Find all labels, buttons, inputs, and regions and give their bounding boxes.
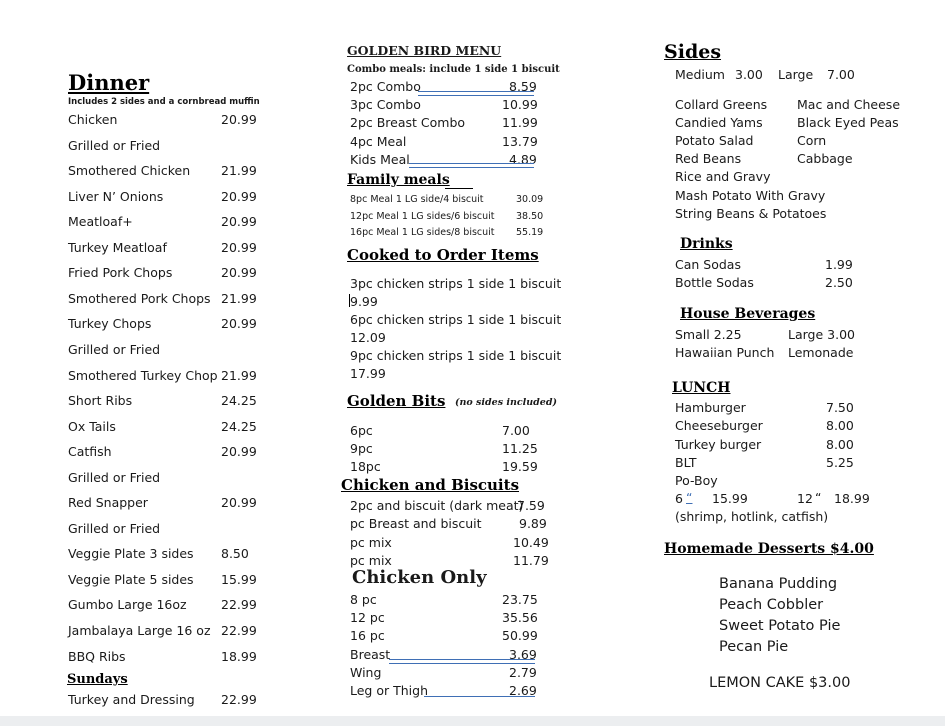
combo-item-name: 3pc Combo — [350, 97, 421, 113]
poboy-label: Po-Boy — [675, 473, 718, 488]
dinner-item-price: 8.50 — [221, 546, 249, 562]
lunch-title: LUNCH — [672, 380, 731, 396]
dinner-item-price: 21.99 — [221, 290, 257, 306]
sundays-item-name: Turkey and Dressing — [68, 692, 195, 707]
dessert-item-name: Peach Cobbler — [719, 597, 824, 613]
dinner-item-name: Liver N’ Onions — [68, 188, 164, 204]
sides-medium-price: 3.00 — [735, 67, 763, 82]
chicken-only-item-name: 16 pc — [350, 628, 385, 644]
side-left-item-name: Mash Potato With Gravy — [675, 187, 826, 203]
poboy-6-inch-mark: “ — [686, 490, 693, 505]
sundays-title: Sundays — [67, 672, 128, 687]
house-beverage-lemonade: Lemonade — [788, 345, 854, 360]
cooked-item-name: 9pc chicken strips 1 side 1 biscuit — [350, 348, 562, 363]
lunch-item-name: Turkey burger — [675, 436, 762, 452]
lunch-item-price: 8.00 — [826, 436, 854, 452]
combo-item-name: 4pc Meal — [350, 133, 407, 149]
breast-leader-line — [389, 659, 535, 664]
poboy-note: (shrimp, hotlink, catfish) — [675, 509, 829, 524]
lemon-cake: LEMON CAKE $3.00 — [709, 675, 851, 691]
family-item-name: 8pc Meal 1 LG side/4 biscuit — [350, 194, 484, 205]
dinner-item-name: Meatloaf+ — [68, 214, 133, 230]
dinner-item-price: 20.99 — [221, 265, 257, 281]
dinner-item-price: 21.99 — [221, 367, 257, 383]
poboy-12-inch-mark: “ — [815, 490, 822, 505]
biscuits-item-name: pc Breast and biscuit — [350, 516, 482, 532]
cooked-title: Cooked to Order Items — [347, 246, 539, 264]
biscuits-item-price: 10.49 — [513, 534, 549, 550]
chicken-only-item-name: Leg or Thigh — [350, 683, 428, 698]
cooked-item-price: 9.99 — [350, 294, 378, 309]
biscuits-item-price: 11.79 — [513, 552, 549, 568]
lunch-item-price: 8.00 — [826, 418, 854, 434]
golden-bits-note: (no sides included) — [455, 397, 557, 408]
combo-item-name: Kids Meal — [350, 151, 410, 167]
sides-large-price: 7.00 — [827, 67, 855, 82]
combo-leader-line — [418, 91, 534, 96]
poboy-12-price: 18.99 — [834, 491, 870, 506]
dinner-item-name: Chicken — [68, 112, 118, 127]
bits-item-name: 18pc — [350, 459, 381, 474]
dinner-item-name: Smothered Pork Chops — [68, 290, 211, 306]
chicken-only-item-price: 50.99 — [502, 628, 538, 644]
dinner-item-price: 22.99 — [221, 623, 257, 638]
family-title-rule — [445, 188, 473, 189]
dinner-item-name: Grilled or Fried — [68, 341, 161, 357]
desserts-title: Homemade Desserts $4.00 — [664, 541, 874, 557]
bits-item-name: 6pc — [350, 423, 373, 438]
side-right-item-name: Corn — [797, 133, 827, 149]
dinner-item-price: 20.99 — [221, 188, 257, 204]
house-beverages-large: Large 3.00 — [788, 327, 855, 342]
family-item-name: 16pc Meal 1 LG sides/8 biscuit — [350, 227, 495, 238]
drink-item-price: 1.99 — [825, 257, 853, 272]
drinks-title: Drinks — [680, 236, 733, 252]
family-item-price: 30.09 — [516, 194, 544, 205]
sides-title: Sides — [664, 41, 722, 63]
golden-bird-title: GOLDEN BIRD MENU — [347, 43, 502, 58]
dinner-item-name: Turkey Meatloaf — [68, 239, 167, 255]
poboy-12-label: 12 — [797, 491, 813, 506]
combo-item-name: 2pc Breast Combo — [350, 115, 466, 131]
kids-leader-line — [409, 163, 534, 168]
combo-item-price: 13.79 — [502, 133, 538, 149]
cooked-item-price: 17.99 — [350, 366, 386, 381]
side-left-item-name: Rice and Gravy — [675, 169, 771, 185]
dinner-item-name: Red Snapper — [68, 495, 148, 511]
lunch-item-price: 7.50 — [826, 400, 854, 415]
poboy-6-price: 15.99 — [712, 491, 748, 506]
cooked-item-price: 12.09 — [350, 330, 386, 345]
dessert-item-name: Pecan Pie — [719, 639, 789, 655]
dinner-item-name: BBQ Ribs — [68, 648, 126, 664]
dinner-item-name: Grilled or Fried — [68, 137, 161, 153]
dinner-item-price: 20.99 — [221, 112, 257, 127]
dinner-item-price: 20.99 — [221, 444, 257, 460]
dinner-item-name: Grilled or Fried — [68, 520, 161, 536]
leg-leader-line — [424, 696, 535, 697]
biscuits-item-name: pc mix — [350, 552, 392, 568]
chicken-only-item-price: 2.79 — [509, 664, 537, 680]
house-beverages-title: House Beverages — [680, 306, 816, 322]
combo-item-name: 2pc Combo — [350, 79, 421, 94]
dinner-item-name: Turkey Chops — [68, 316, 152, 332]
sides-medium-label: Medium — [675, 67, 725, 82]
side-left-item-name: Red Beans — [675, 151, 742, 167]
combo-item-price: 10.99 — [502, 97, 538, 113]
lunch-item-name: BLT — [675, 454, 697, 470]
dinner-item-name: Veggie Plate 3 sides — [68, 546, 194, 562]
family-item-price: 38.50 — [516, 210, 544, 222]
side-left-item-name: String Beans & Potatoes — [675, 205, 827, 221]
chicken-only-item-name: 12 pc — [350, 610, 385, 626]
dessert-item-name: Banana Pudding — [719, 576, 838, 592]
lunch-item-price: 5.25 — [826, 454, 854, 470]
dinner-item-name: Fried Pork Chops — [68, 265, 173, 281]
side-right-item-name: Cabbage — [797, 151, 853, 167]
sundays-item-price: 22.99 — [221, 692, 257, 707]
dinner-item-price: 20.99 — [221, 239, 257, 255]
side-right-item-name: Black Eyed Peas — [797, 115, 899, 131]
biscuits-item-name: 2pc and biscuit (dark meat) — [350, 498, 524, 513]
dinner-item-price: 24.25 — [221, 418, 257, 434]
bits-item-name: 9pc — [350, 441, 373, 456]
family-item-name: 12pc Meal 1 LG sides/6 biscuit — [350, 210, 495, 222]
dinner-item-price: 20.99 — [221, 316, 257, 332]
side-left-item-name: Candied Yams — [675, 115, 763, 131]
dinner-item-price: 15.99 — [221, 571, 257, 587]
biscuits-item-price: 7.59 — [517, 498, 545, 513]
dinner-item-price: 22.99 — [221, 597, 257, 613]
bits-item-price: 7.00 — [502, 423, 530, 438]
dinner-item-price: 20.99 — [221, 495, 257, 511]
chicken-only-item-name: Wing — [350, 664, 382, 680]
family-meals-title: Family meals — [347, 172, 450, 188]
combo-item-price: 8.59 — [509, 79, 537, 94]
poboy-6-label: 6 — [675, 491, 683, 506]
cooked-item-name: 3pc chicken strips 1 side 1 biscuit — [350, 276, 562, 291]
dinner-item-name: Jambalaya Large 16 oz — [68, 623, 211, 638]
house-beverages-small: Small 2.25 — [675, 327, 742, 342]
side-right-item-name: Mac and Cheese — [797, 97, 901, 112]
dinner-item-name: Smothered Chicken — [68, 163, 191, 179]
dinner-title: Dinner — [68, 70, 150, 95]
page-bottom-edge — [0, 716, 945, 726]
chicken-only-title: Chicken Only — [352, 567, 487, 588]
dinner-item-price: 20.99 — [221, 214, 257, 230]
side-left-item-name: Potato Salad — [675, 133, 754, 149]
combo-note: Combo meals: include 1 side 1 biscuit — [347, 64, 560, 75]
bits-item-price: 19.59 — [502, 459, 538, 474]
dinner-subtitle: Includes 2 sides and a cornbread muffin — [68, 97, 260, 107]
family-item-price: 55.19 — [516, 227, 544, 238]
dinner-item-name: Ox Tails — [68, 418, 116, 434]
dinner-item-name: Grilled or Fried — [68, 469, 161, 485]
chicken-only-item-price: 35.56 — [502, 610, 538, 626]
dinner-item-name: Short Ribs — [68, 393, 133, 409]
drink-item-name: Can Sodas — [675, 257, 741, 272]
combo-item-price: 11.99 — [502, 115, 538, 131]
combo-item-price: 4.89 — [509, 151, 537, 167]
dinner-item-price: 18.99 — [221, 648, 257, 664]
cooked-item-name: 6pc chicken strips 1 side 1 biscuit — [350, 312, 562, 327]
golden-bits-title: Golden Bits — [347, 392, 446, 410]
text-cursor — [349, 294, 350, 307]
sides-large-label: Large — [778, 67, 814, 82]
dinner-item-name: Gumbo Large 16oz — [68, 597, 187, 613]
drink-item-price: 2.50 — [825, 275, 853, 290]
lunch-item-name: Hamburger — [675, 400, 746, 415]
side-left-item-name: Collard Greens — [675, 97, 768, 112]
dinner-item-price: 21.99 — [221, 163, 257, 179]
bits-item-price: 11.25 — [502, 441, 538, 456]
lunch-item-name: Cheeseburger — [675, 418, 763, 434]
chicken-only-item-price: 23.75 — [502, 592, 538, 607]
dinner-item-name: Veggie Plate 5 sides — [68, 571, 194, 587]
dinner-item-name: Catfish — [68, 444, 112, 460]
dessert-item-name: Sweet Potato Pie — [719, 618, 841, 634]
dinner-item-price: 24.25 — [221, 393, 257, 409]
drink-item-name: Bottle Sodas — [675, 275, 754, 290]
chicken-only-item-price: 2.69 — [509, 683, 537, 698]
biscuits-item-name: pc mix — [350, 534, 392, 550]
biscuits-item-price: 9.89 — [519, 516, 547, 532]
chicken-only-item-price: 3.69 — [509, 646, 537, 662]
chicken-only-item-name: Breast — [350, 646, 391, 662]
chicken-only-item-name: 8 pc — [350, 592, 377, 607]
chicken-biscuits-title: Chicken and Biscuits — [341, 476, 520, 494]
dinner-item-name: Smothered Turkey Chop — [68, 367, 218, 383]
house-beverage-hawaiian-punch: Hawaiian Punch — [675, 345, 775, 360]
